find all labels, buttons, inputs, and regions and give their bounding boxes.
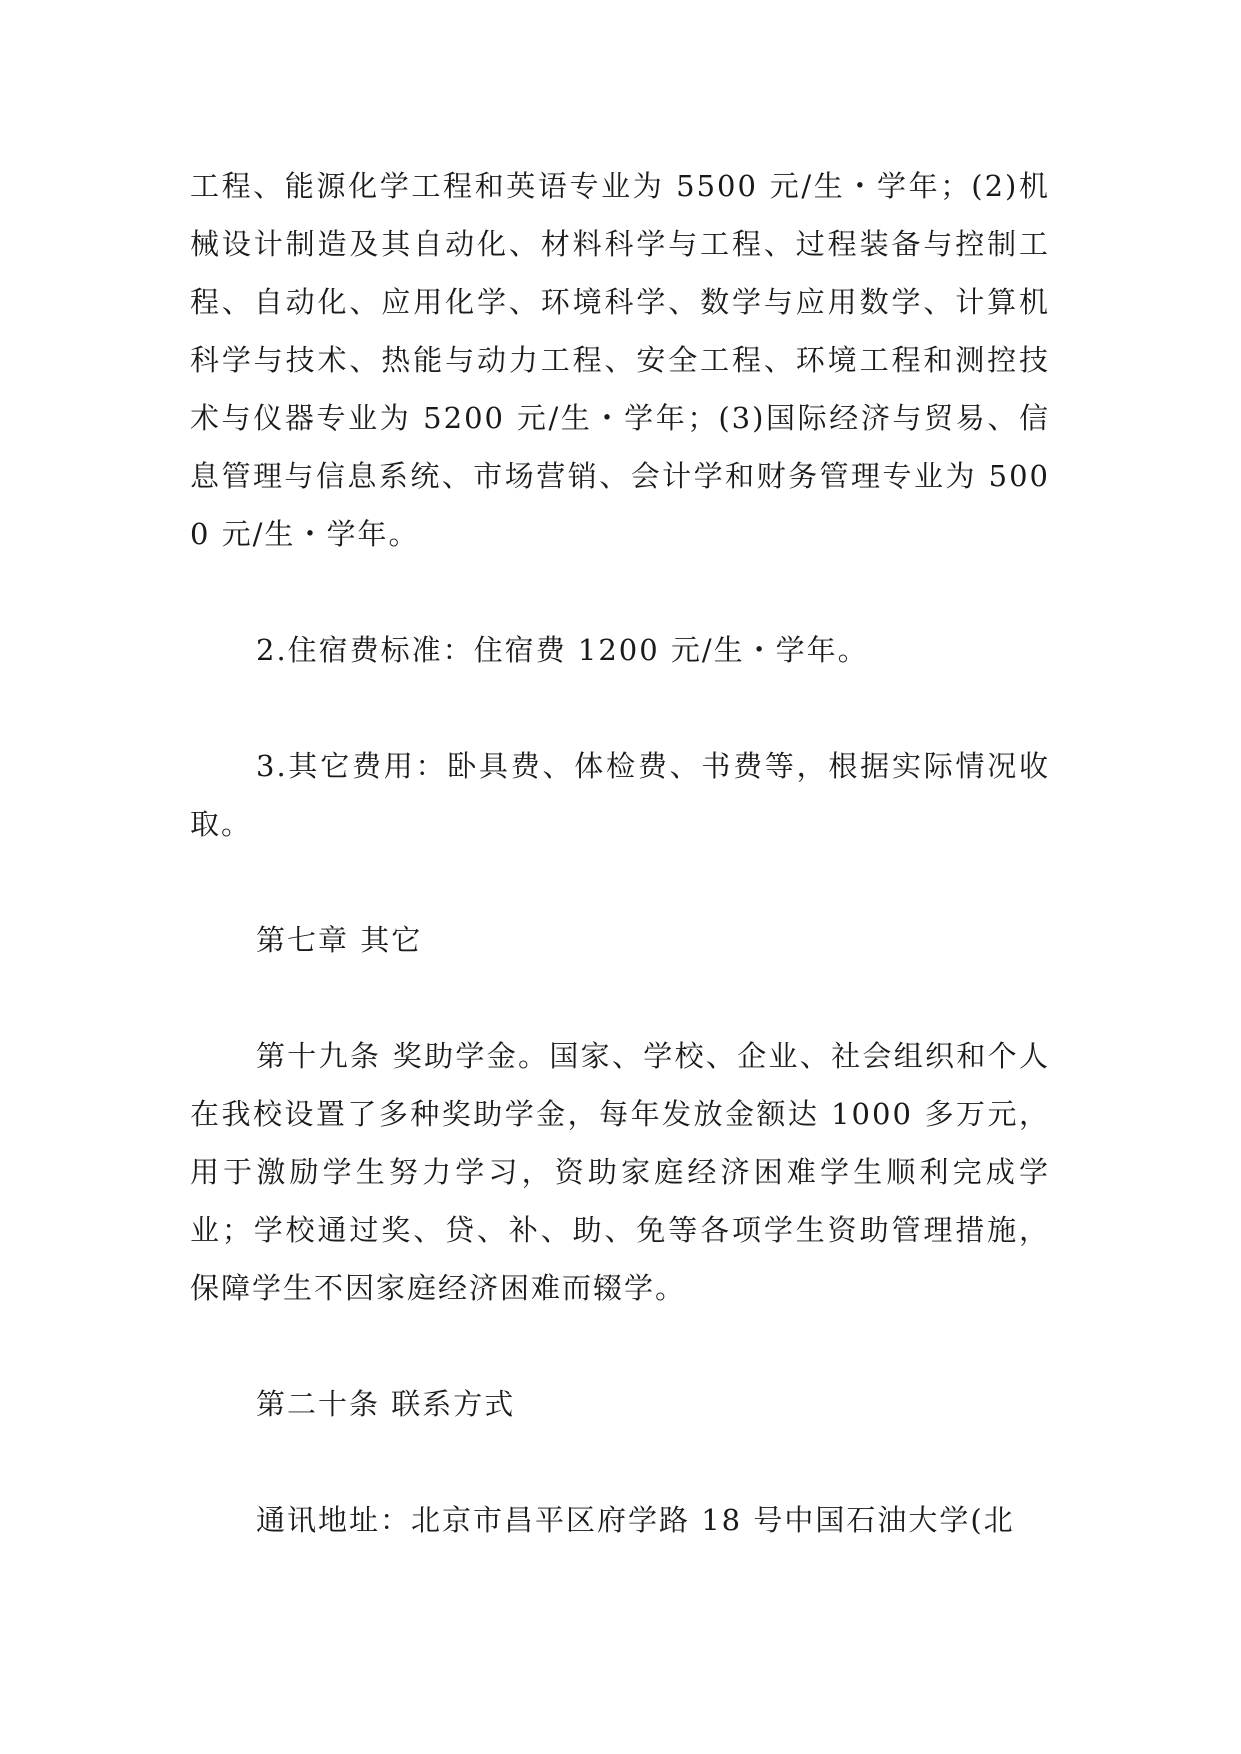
paragraph-article-nineteen: 第十九条 奖助学金。国家、学校、企业、社会组织和个人在我校设置了多种奖助学金，每年发放金额达 1000 多万元，用于激励学生努力学习，资助家庭经济困难学生顺利完成学业；学校通过奖、贷、补、助、免等各项学生资助管理措施，保障学生不因家庭经济困难而辍学。	[190, 1039, 1050, 1305]
document-body	[190, 157, 1050, 1549]
paragraph-tuition-standards: 工程、能源化学工程和英语专业为 5500 元/生・学年；(2)机械设计制造及其自动化、材料科学与工程、过程装备与控制工程、自动化、应用化学、环境科学、数学与应用数学、计算机科学与技术、热能与动力工程、安全工程、环境工程和测控技术与仪器专业为 5200 元/生・学年；(3)国际经济与贸易、信息管理与信息系统、市场营销、会计学和财务管理专业为 5000 元/生・学年。	[190, 169, 1050, 551]
paragraph-accommodation-fee: 2.住宿费标准：住宿费 1200 元/生・学年。	[256, 633, 869, 667]
paragraph-mailing-address: 通讯地址：北京市昌平区府学路 18 号中国石油大学(北	[256, 1503, 1015, 1537]
chapter-heading: 第七章 其它	[256, 923, 423, 957]
article-heading-contact: 第二十条 联系方式	[256, 1387, 516, 1421]
paragraph-other-fees: 3.其它费用：卧具费、体检费、书费等，根据实际情况收取。	[190, 749, 1050, 841]
